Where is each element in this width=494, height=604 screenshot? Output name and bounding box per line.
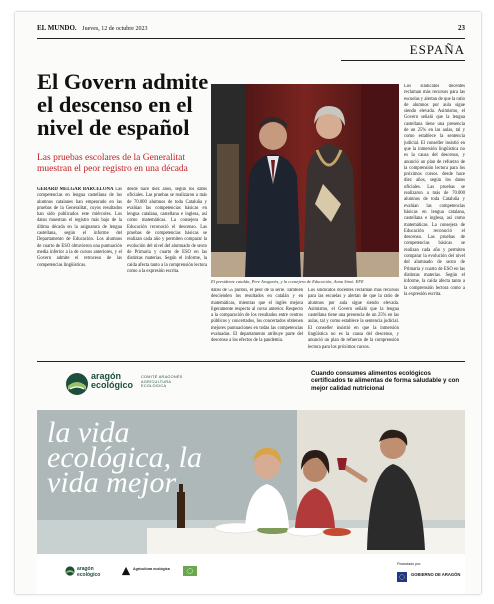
- masthead: [37, 24, 465, 36]
- masthead-brand: EL MUNDO.: [37, 24, 77, 32]
- newspaper-page: [15, 12, 481, 594]
- byline: GERARD MELGAR BARCELONA: [37, 187, 114, 192]
- advertisement-image: [37, 410, 465, 574]
- footer-org-aragon-ecologico: aragón ecológico: [77, 566, 101, 578]
- article-column-5: [404, 84, 465, 359]
- article-text-5b: desde hace diez años, según los datos oficiales. Las pruebas se realizaron a más de 70.000 alumnos de toda Cataluña y evalúan las competencias básicas en lengua catalana, castellana e inglesa, así como matemáticas. La consejera de Educación reconoció el descenso. Las pruebas de competencias básicas se realizan cada año y permiten comparar la evolución del nivel del alumnado de sexto de Primaria y cuarto de ESO en las distintas materias. Según el informe, la caída afecta tanto a la comprensión lectora como a la expresión escrita.: [404, 172, 465, 297]
- article-text-3: datos de 55 puntos, el peor de la serie. También descienden los resultados en catalán y en matemáticas, mientras que el inglés mejora ligeramente respecto al curso anterior. Respecto a la comparación de los resultados entre centros públicos y concertados, los concertados obtienen mejores puntuaciones en todas las competencias evaluadas. El departamento atribuye parte del descenso a los efectos de la pandemia.: [211, 288, 303, 344]
- ad-separator: [37, 361, 465, 362]
- agriculture-logo-icon: [121, 566, 131, 576]
- financed-by-label: Financiado por:: [397, 562, 422, 566]
- ad-tagline: Cuando consumes alimentos ecológicos certificados te alimentas de forma saludable y con mejor calidad nutricional: [311, 370, 460, 392]
- eu-flag-icon: [397, 572, 407, 582]
- article-column-2: [127, 187, 207, 359]
- article-text-2: desde hace diez años, según los datos oficiales. Las pruebas se realizaron a más de 70.000 alumnos de toda Cataluña y evalúan las competencias básicas en lengua catalana, castellana e inglesa, así como matemáticas. La consejera de Educación reconoció el descenso. Las pruebas de competencias básicas se realizan cada año y permiten comparar la evolución del nivel del alumnado de sexto de Primaria y cuarto de ESO en las distintas materias. Según el informe, la caída afecta tanto a la comprensión lectora como a la expresión escrita.: [127, 187, 207, 274]
- ad-slogan: la vida ecológica, la vida mejor: [47, 416, 202, 499]
- headline: El Govern admite el descenso en el nivel de español: [37, 69, 209, 140]
- photo-caption: El presidente catalán, Pere Aragonès, y la consejera de Educación, Anna Simó. EFE: [211, 279, 364, 284]
- subhead: Las pruebas escolares de la Generalitat muestran el peor registro en una década: [37, 153, 188, 174]
- photo-illustration: [211, 84, 399, 277]
- masthead-date: Jueves, 12 de octubre 2023: [82, 26, 148, 32]
- article-text-4: Los sindicatos docentes reclaman más recursos para las escuelas y alertan de que la ratio de alumnos por aula sigue siendo elevada. Asimismo, el Govern señaló que la lengua castellana tiene una presencia de un 25% en las aulas, tal y como establece la sentencia judicial. El conseller insistió en que la inmersión lingüística no es la causa del descenso, y anunció un plan de refuerzo de la comprensión lectora para los próximos cursos.: [308, 288, 399, 350]
- footer-gobierno-de-aragon: GOBIERNO DE ARAGÓN: [411, 572, 461, 577]
- aragon-ecologico-logo-icon: [65, 372, 89, 396]
- article-column-3: [211, 288, 303, 359]
- article-photo: [211, 84, 399, 277]
- section-label: ESPAÑA: [409, 42, 465, 57]
- advertisement-footer: [37, 554, 465, 594]
- eu-organic-leaf-icon: [183, 566, 197, 576]
- masthead-rule: [37, 38, 465, 39]
- article-column-4: [308, 288, 399, 359]
- page-number: 23: [458, 24, 465, 32]
- footer-logo-icon: [65, 566, 75, 576]
- footer-org-agricultura: Agricultura ecológica: [133, 567, 170, 571]
- article-text-5: Los sindicatos docentes reclaman más recursos para las escuelas y alertan de que la ratio de alumnos por aula sigue siendo elevada. Asimismo, el Govern señaló que la lengua castellana tiene una presencia de un 25% en las aulas, tal y como establece la sentencia judicial. El conseller insistió en que la inmersión lingüística no es la causa del descenso, y anunció un plan de refuerzo de la comprensión lectora para los próximos cursos.: [404, 84, 465, 178]
- advertisement-header: [37, 364, 465, 414]
- ad-logo-subtitle: COMITÉ ARAGONÉS AGRICULTURA ECOLÓGICA: [141, 375, 183, 388]
- section-rule: [341, 60, 465, 61]
- article-text-1: Las competencias en lengua castellana de los alumnos catalanes han empeorado en las pruebas de la Generalitat, cuyos resultados han sido publicados este miércoles. Los datos muestran el registro más bajo de la última década en la asignatura de lengua castellana, según el informe del Departamento de Educación. Los alumnos de cuarto de ESO obtuvieron una puntuación media inferior a la de cursos anteriores, y el Govern admite el retroceso de las competencias lingüísticas.: [37, 187, 122, 268]
- ad-logo-name: aragón ecológico: [91, 371, 134, 390]
- article-column-1: [37, 187, 122, 359]
